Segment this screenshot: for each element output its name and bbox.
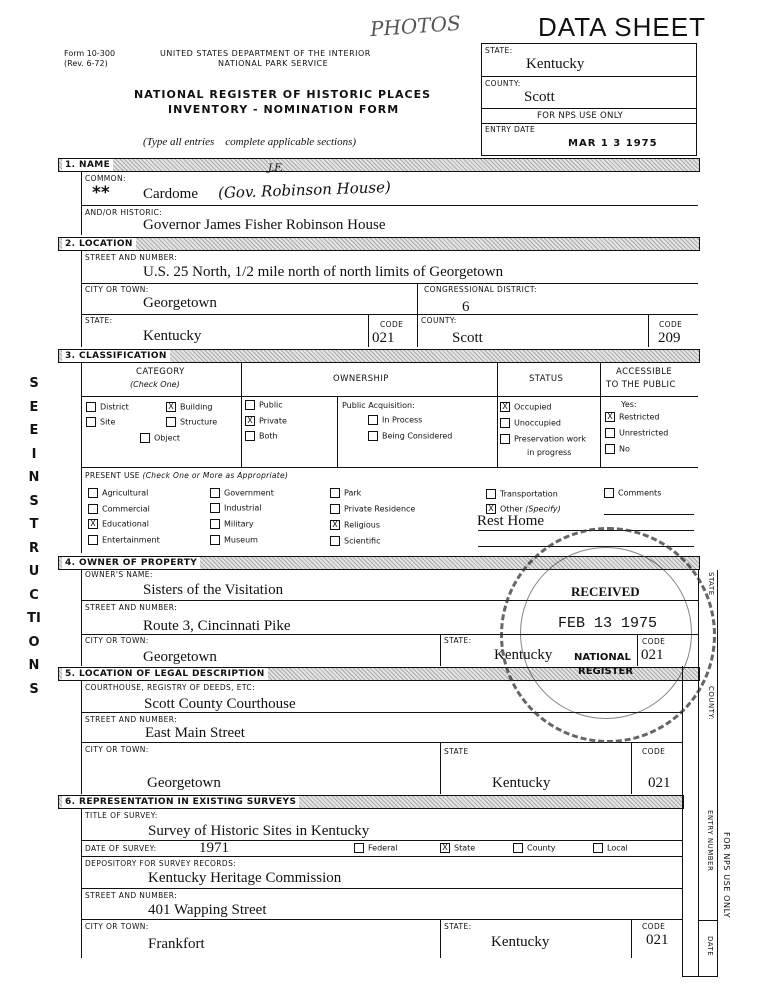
data-sheet-title: DATA SHEET bbox=[538, 12, 706, 42]
historic-name: Governor James Fisher Robinson House bbox=[143, 217, 386, 233]
checkbox[interactable] bbox=[166, 417, 176, 427]
form-id: Form 10-300 bbox=[64, 49, 116, 58]
use-other-specify: (Specify) bbox=[525, 504, 561, 514]
legal-state-label: STATE bbox=[444, 747, 469, 756]
see-instructions-text: SEE INSTRUCTIONS bbox=[27, 376, 43, 697]
use-religious-option[interactable] bbox=[330, 520, 380, 530]
header-state-label: STATE: bbox=[485, 46, 513, 55]
form-title-2: INVENTORY - NOMINATION FORM bbox=[168, 103, 400, 116]
cat-structure-label: Structure bbox=[180, 417, 218, 427]
present-use-label bbox=[85, 471, 288, 480]
checkbox[interactable] bbox=[330, 488, 340, 498]
use-comments-label: Comments bbox=[618, 488, 662, 498]
header-state: Kentucky bbox=[526, 56, 585, 72]
section-3-bar bbox=[58, 349, 700, 363]
use-museum-label: Museum bbox=[224, 535, 258, 545]
location-county-label: COUNTY: bbox=[421, 316, 457, 325]
legal-code-label: CODE bbox=[642, 747, 666, 756]
owner-name: Sisters of the Visitation bbox=[143, 582, 284, 598]
status-header: STATUS bbox=[529, 374, 564, 384]
checkbox[interactable] bbox=[500, 434, 510, 444]
see-instructions-side bbox=[27, 372, 41, 701]
owner-state-label: STATE: bbox=[444, 636, 472, 645]
location-code: 021 bbox=[372, 330, 395, 346]
cat-district-label: District bbox=[100, 402, 129, 412]
being-considered-label: Being Considered bbox=[382, 431, 453, 441]
use-comments-option[interactable] bbox=[604, 488, 661, 498]
location-county: Scott bbox=[452, 330, 483, 346]
handwritten-name: (Gov. Robinson House) bbox=[217, 177, 392, 203]
stamp-date: FEB 13 1975 bbox=[558, 615, 658, 632]
section-5-header: 5. LOCATION OF LEGAL DESCRIPTION bbox=[62, 668, 268, 680]
form-revision: (Rev. 6-72) bbox=[64, 59, 108, 68]
header-county-label: COUNTY: bbox=[485, 79, 521, 88]
section-4-header: 4. OWNER OF PROPERTY bbox=[62, 557, 200, 569]
accessible-yes-label: Yes: bbox=[621, 400, 637, 409]
common-marks: ** bbox=[92, 183, 110, 203]
checkbox[interactable] bbox=[593, 843, 603, 853]
owner-city: Georgetown bbox=[143, 649, 217, 665]
checkbox[interactable] bbox=[210, 503, 220, 513]
owner-street: Route 3, Cincinnati Pike bbox=[143, 618, 291, 634]
use-other-label: Other bbox=[500, 504, 523, 514]
survey-federal-option[interactable] bbox=[354, 843, 398, 853]
status-preservation-label: Preservation work bbox=[514, 434, 586, 444]
location-code2: 209 bbox=[658, 330, 681, 346]
survey-county-label: County bbox=[527, 843, 556, 853]
location-state: Kentucky bbox=[143, 328, 202, 344]
legal-street-label: STREET AND NUMBER: bbox=[85, 715, 178, 724]
no-option[interactable] bbox=[605, 444, 630, 454]
status-preservation-label-2: in progress bbox=[527, 448, 572, 457]
present-use-text: PRESENT USE bbox=[85, 471, 140, 480]
checkbox[interactable] bbox=[500, 418, 510, 428]
historic-label: AND/OR HISTORIC: bbox=[85, 208, 163, 217]
survey-date: 1971 bbox=[199, 840, 229, 856]
checkbox[interactable] bbox=[86, 417, 96, 427]
survey-city: Frankfort bbox=[148, 936, 205, 952]
cat-building-option[interactable] bbox=[166, 402, 212, 412]
district-label: CONGRESSIONAL DISTRICT: bbox=[424, 285, 537, 294]
entry-date: MAR 1 3 1975 bbox=[568, 138, 658, 149]
side-date: DATE bbox=[706, 936, 714, 957]
survey-local-option[interactable] bbox=[593, 843, 628, 853]
entry-date-label: ENTRY DATE bbox=[485, 125, 536, 134]
use-other-value: Rest Home bbox=[477, 513, 545, 529]
use-entertainment-option[interactable] bbox=[88, 535, 160, 545]
checkbox[interactable] bbox=[368, 415, 378, 425]
public-acquisition-label: Public Acquisition: bbox=[342, 401, 415, 410]
checkbox[interactable] bbox=[604, 488, 614, 498]
checkbox[interactable] bbox=[368, 431, 378, 441]
cat-site-option[interactable] bbox=[86, 417, 115, 427]
section-1-header: 1. NAME bbox=[62, 159, 113, 171]
legal-city-label: CITY OR TOWN: bbox=[85, 745, 149, 754]
check-one-note: (Check One) bbox=[130, 380, 180, 389]
use-military-label: Military bbox=[224, 519, 254, 529]
checkbox-checked[interactable]: X bbox=[486, 504, 496, 514]
common-label: COMMON: bbox=[85, 174, 126, 183]
checkbox-checked[interactable]: X bbox=[500, 402, 510, 412]
section-2-header: 2. LOCATION bbox=[62, 238, 136, 250]
legal-street: East Main Street bbox=[145, 725, 245, 741]
own-private-option[interactable] bbox=[245, 416, 287, 426]
use-museum-option[interactable] bbox=[210, 535, 258, 545]
location-street-label: STREET AND NUMBER: bbox=[85, 253, 178, 262]
section-3-header: 3. CLASSIFICATION bbox=[62, 350, 170, 362]
received-stamp-inner-ring bbox=[520, 547, 692, 719]
header-nps-use-only: FOR NPS USE ONLY bbox=[537, 111, 624, 121]
location-city-label: CITY OR TOWN: bbox=[85, 285, 149, 294]
no-label: No bbox=[619, 444, 630, 454]
side-county-label: COUNTY: bbox=[707, 686, 715, 721]
checkbox-checked[interactable]: X bbox=[605, 412, 615, 422]
checkbox[interactable] bbox=[210, 519, 220, 529]
use-commercial-option[interactable] bbox=[88, 504, 150, 514]
checkbox[interactable] bbox=[330, 536, 340, 546]
checkbox[interactable] bbox=[486, 489, 496, 499]
owner-state: Kentucky bbox=[494, 647, 553, 663]
own-public-label: Public bbox=[259, 400, 283, 410]
survey-street-label: STREET AND NUMBER: bbox=[85, 891, 178, 900]
cat-building-label: Building bbox=[180, 402, 213, 412]
use-government-label: Government bbox=[224, 488, 274, 498]
owner-street-label: STREET AND NUMBER: bbox=[85, 603, 178, 612]
checkbox[interactable] bbox=[245, 431, 255, 441]
use-religious-label: Religious bbox=[344, 520, 380, 530]
legal-state: Kentucky bbox=[492, 775, 551, 791]
accessible-header-1: ACCESSIBLE bbox=[616, 367, 673, 377]
use-private-residence-label: Private Residence bbox=[344, 504, 416, 514]
survey-local-label: Local bbox=[607, 843, 628, 853]
stamp-national: NATIONAL bbox=[574, 652, 631, 663]
category-header: CATEGORY bbox=[136, 367, 185, 377]
survey-state-option[interactable] bbox=[440, 843, 475, 853]
owner-name-label: OWNER'S NAME: bbox=[85, 570, 153, 579]
use-educational-option[interactable] bbox=[88, 519, 149, 529]
use-agricultural-option[interactable] bbox=[88, 488, 148, 498]
use-transportation-option[interactable] bbox=[486, 489, 558, 499]
survey-street: 401 Wapping Street bbox=[148, 902, 267, 918]
own-both-option[interactable] bbox=[245, 431, 278, 441]
unrestricted-option[interactable] bbox=[605, 428, 668, 438]
checkbox[interactable] bbox=[210, 535, 220, 545]
form-title-1: NATIONAL REGISTER OF HISTORIC PLACES bbox=[134, 88, 432, 101]
use-agricultural-label: Agricultural bbox=[102, 488, 149, 498]
checkbox[interactable] bbox=[88, 535, 98, 545]
side-nps-use-only: FOR NPS USE ONLY bbox=[722, 832, 731, 919]
checkbox-checked[interactable]: X bbox=[166, 402, 176, 412]
use-educational-label: Educational bbox=[102, 519, 149, 529]
location-street: U.S. 25 North, 1/2 mile north of north limits of Georgetown bbox=[143, 264, 504, 280]
survey-federal-label: Federal bbox=[368, 843, 398, 853]
checkbox-checked[interactable]: X bbox=[245, 416, 255, 426]
cat-district-option[interactable] bbox=[86, 402, 129, 412]
checkbox[interactable] bbox=[88, 488, 98, 498]
use-transportation-label: Transportation bbox=[500, 489, 558, 499]
cat-object-label: Object bbox=[154, 433, 181, 443]
use-industrial-option[interactable] bbox=[210, 503, 262, 513]
status-unoccupied-label: Unoccupied bbox=[514, 418, 561, 428]
cat-structure-option[interactable] bbox=[166, 417, 217, 427]
courthouse-label: COURTHOUSE, REGISTRY OF DEEDS, ETC: bbox=[85, 683, 255, 692]
checkbox[interactable] bbox=[330, 504, 340, 514]
use-park-option[interactable] bbox=[330, 488, 361, 498]
use-government-option[interactable] bbox=[210, 488, 274, 498]
courthouse: Scott County Courthouse bbox=[144, 696, 296, 712]
type-instructions: (Type all entries complete applicable sections) bbox=[143, 136, 357, 148]
service: NATIONAL PARK SERVICE bbox=[218, 59, 329, 68]
survey-date-label: DATE OF SURVEY: bbox=[85, 844, 157, 853]
legal-city: Georgetown bbox=[147, 775, 221, 791]
district: 6 bbox=[462, 299, 470, 315]
survey-city-label: CITY OR TOWN: bbox=[85, 922, 149, 931]
checkbox[interactable] bbox=[513, 843, 523, 853]
use-commercial-label: Commercial bbox=[102, 504, 150, 514]
use-industrial-label: Industrial bbox=[224, 503, 262, 513]
handwritten-photos-note: PHOTOS bbox=[369, 10, 462, 42]
section-6-header: 6. REPRESENTATION IN EXISTING SURVEYS bbox=[62, 796, 299, 808]
checkbox-checked[interactable]: X bbox=[440, 843, 450, 853]
owner-city-label: CITY OR TOWN: bbox=[85, 636, 149, 645]
checkbox[interactable] bbox=[605, 444, 615, 454]
location-code-label: CODE bbox=[380, 320, 404, 329]
section-2-bar bbox=[58, 237, 700, 251]
checkbox-checked[interactable]: X bbox=[88, 519, 98, 529]
unrestricted-label: Unrestricted bbox=[619, 428, 669, 438]
handwritten-initials: J.F. bbox=[268, 163, 283, 174]
owner-code: 021 bbox=[641, 647, 664, 663]
legal-code: 021 bbox=[648, 775, 671, 791]
header-county: Scott bbox=[524, 89, 555, 105]
checkbox[interactable] bbox=[245, 400, 255, 410]
stamp-received: RECEIVED bbox=[571, 584, 640, 599]
depository-label: DEPOSITORY FOR SURVEY RECORDS: bbox=[85, 859, 237, 868]
use-park-label: Park bbox=[344, 488, 362, 498]
status-occupied-label: Occupied bbox=[514, 402, 552, 412]
depository: Kentucky Heritage Commission bbox=[148, 870, 342, 886]
cat-site-label: Site bbox=[100, 417, 116, 427]
own-public-option[interactable] bbox=[245, 400, 283, 410]
survey-county-option[interactable] bbox=[513, 843, 556, 853]
owner-code-label: CODE bbox=[642, 637, 666, 646]
own-both-label: Both bbox=[259, 431, 278, 441]
location-code2-label: CODE bbox=[659, 320, 683, 329]
status-preservation-option[interactable] bbox=[500, 434, 586, 444]
survey-title-label: TITLE OF SURVEY: bbox=[85, 811, 158, 820]
accessible-header-2: TO THE PUBLIC bbox=[606, 380, 676, 390]
checkbox[interactable] bbox=[86, 402, 96, 412]
section-6-bar bbox=[58, 795, 684, 809]
stamp-register: REGISTER bbox=[578, 666, 634, 677]
use-private-residence-option[interactable] bbox=[330, 504, 415, 514]
checkbox[interactable] bbox=[605, 428, 615, 438]
department: UNITED STATES DEPARTMENT OF THE INTERIOR bbox=[160, 49, 371, 58]
survey-title: Survey of Historic Sites in Kentucky bbox=[148, 823, 370, 839]
checkbox[interactable] bbox=[88, 504, 98, 514]
side-entry-number: ENTRY NUMBER bbox=[706, 810, 714, 872]
checkbox-checked[interactable]: X bbox=[330, 520, 340, 530]
common-name: Cardome bbox=[143, 186, 198, 202]
checkbox[interactable] bbox=[210, 488, 220, 498]
survey-code: 021 bbox=[646, 932, 669, 948]
survey-state-label: State bbox=[454, 843, 476, 853]
use-scientific-option[interactable] bbox=[330, 536, 381, 546]
in-process-option[interactable] bbox=[368, 415, 422, 425]
cat-object-option[interactable] bbox=[140, 433, 180, 443]
status-unoccupied-option[interactable] bbox=[500, 418, 561, 428]
use-scientific-label: Scientific bbox=[344, 536, 381, 546]
ownership-header: OWNERSHIP bbox=[333, 374, 389, 384]
checkbox[interactable] bbox=[354, 843, 364, 853]
survey-state-field: Kentucky bbox=[491, 934, 550, 950]
use-military-option[interactable] bbox=[210, 519, 254, 529]
survey-state-field-label: STATE: bbox=[444, 922, 472, 931]
status-occupied-option[interactable] bbox=[500, 402, 551, 412]
location-city: Georgetown bbox=[143, 295, 217, 311]
being-considered-option[interactable] bbox=[368, 431, 452, 441]
present-use-note: (Check One or More as Appropriate) bbox=[142, 471, 289, 480]
checkbox[interactable] bbox=[140, 433, 150, 443]
use-entertainment-label: Entertainment bbox=[102, 535, 160, 545]
location-state-label: STATE: bbox=[85, 316, 113, 325]
side-state-label: STATE bbox=[707, 572, 715, 596]
section-1-bar bbox=[58, 158, 700, 172]
restricted-option[interactable] bbox=[605, 412, 659, 422]
survey-code-label: CODE bbox=[642, 922, 666, 931]
own-private-label: Private bbox=[259, 416, 287, 426]
in-process-label: In Process bbox=[382, 415, 423, 425]
restricted-label: Restricted bbox=[619, 412, 660, 422]
